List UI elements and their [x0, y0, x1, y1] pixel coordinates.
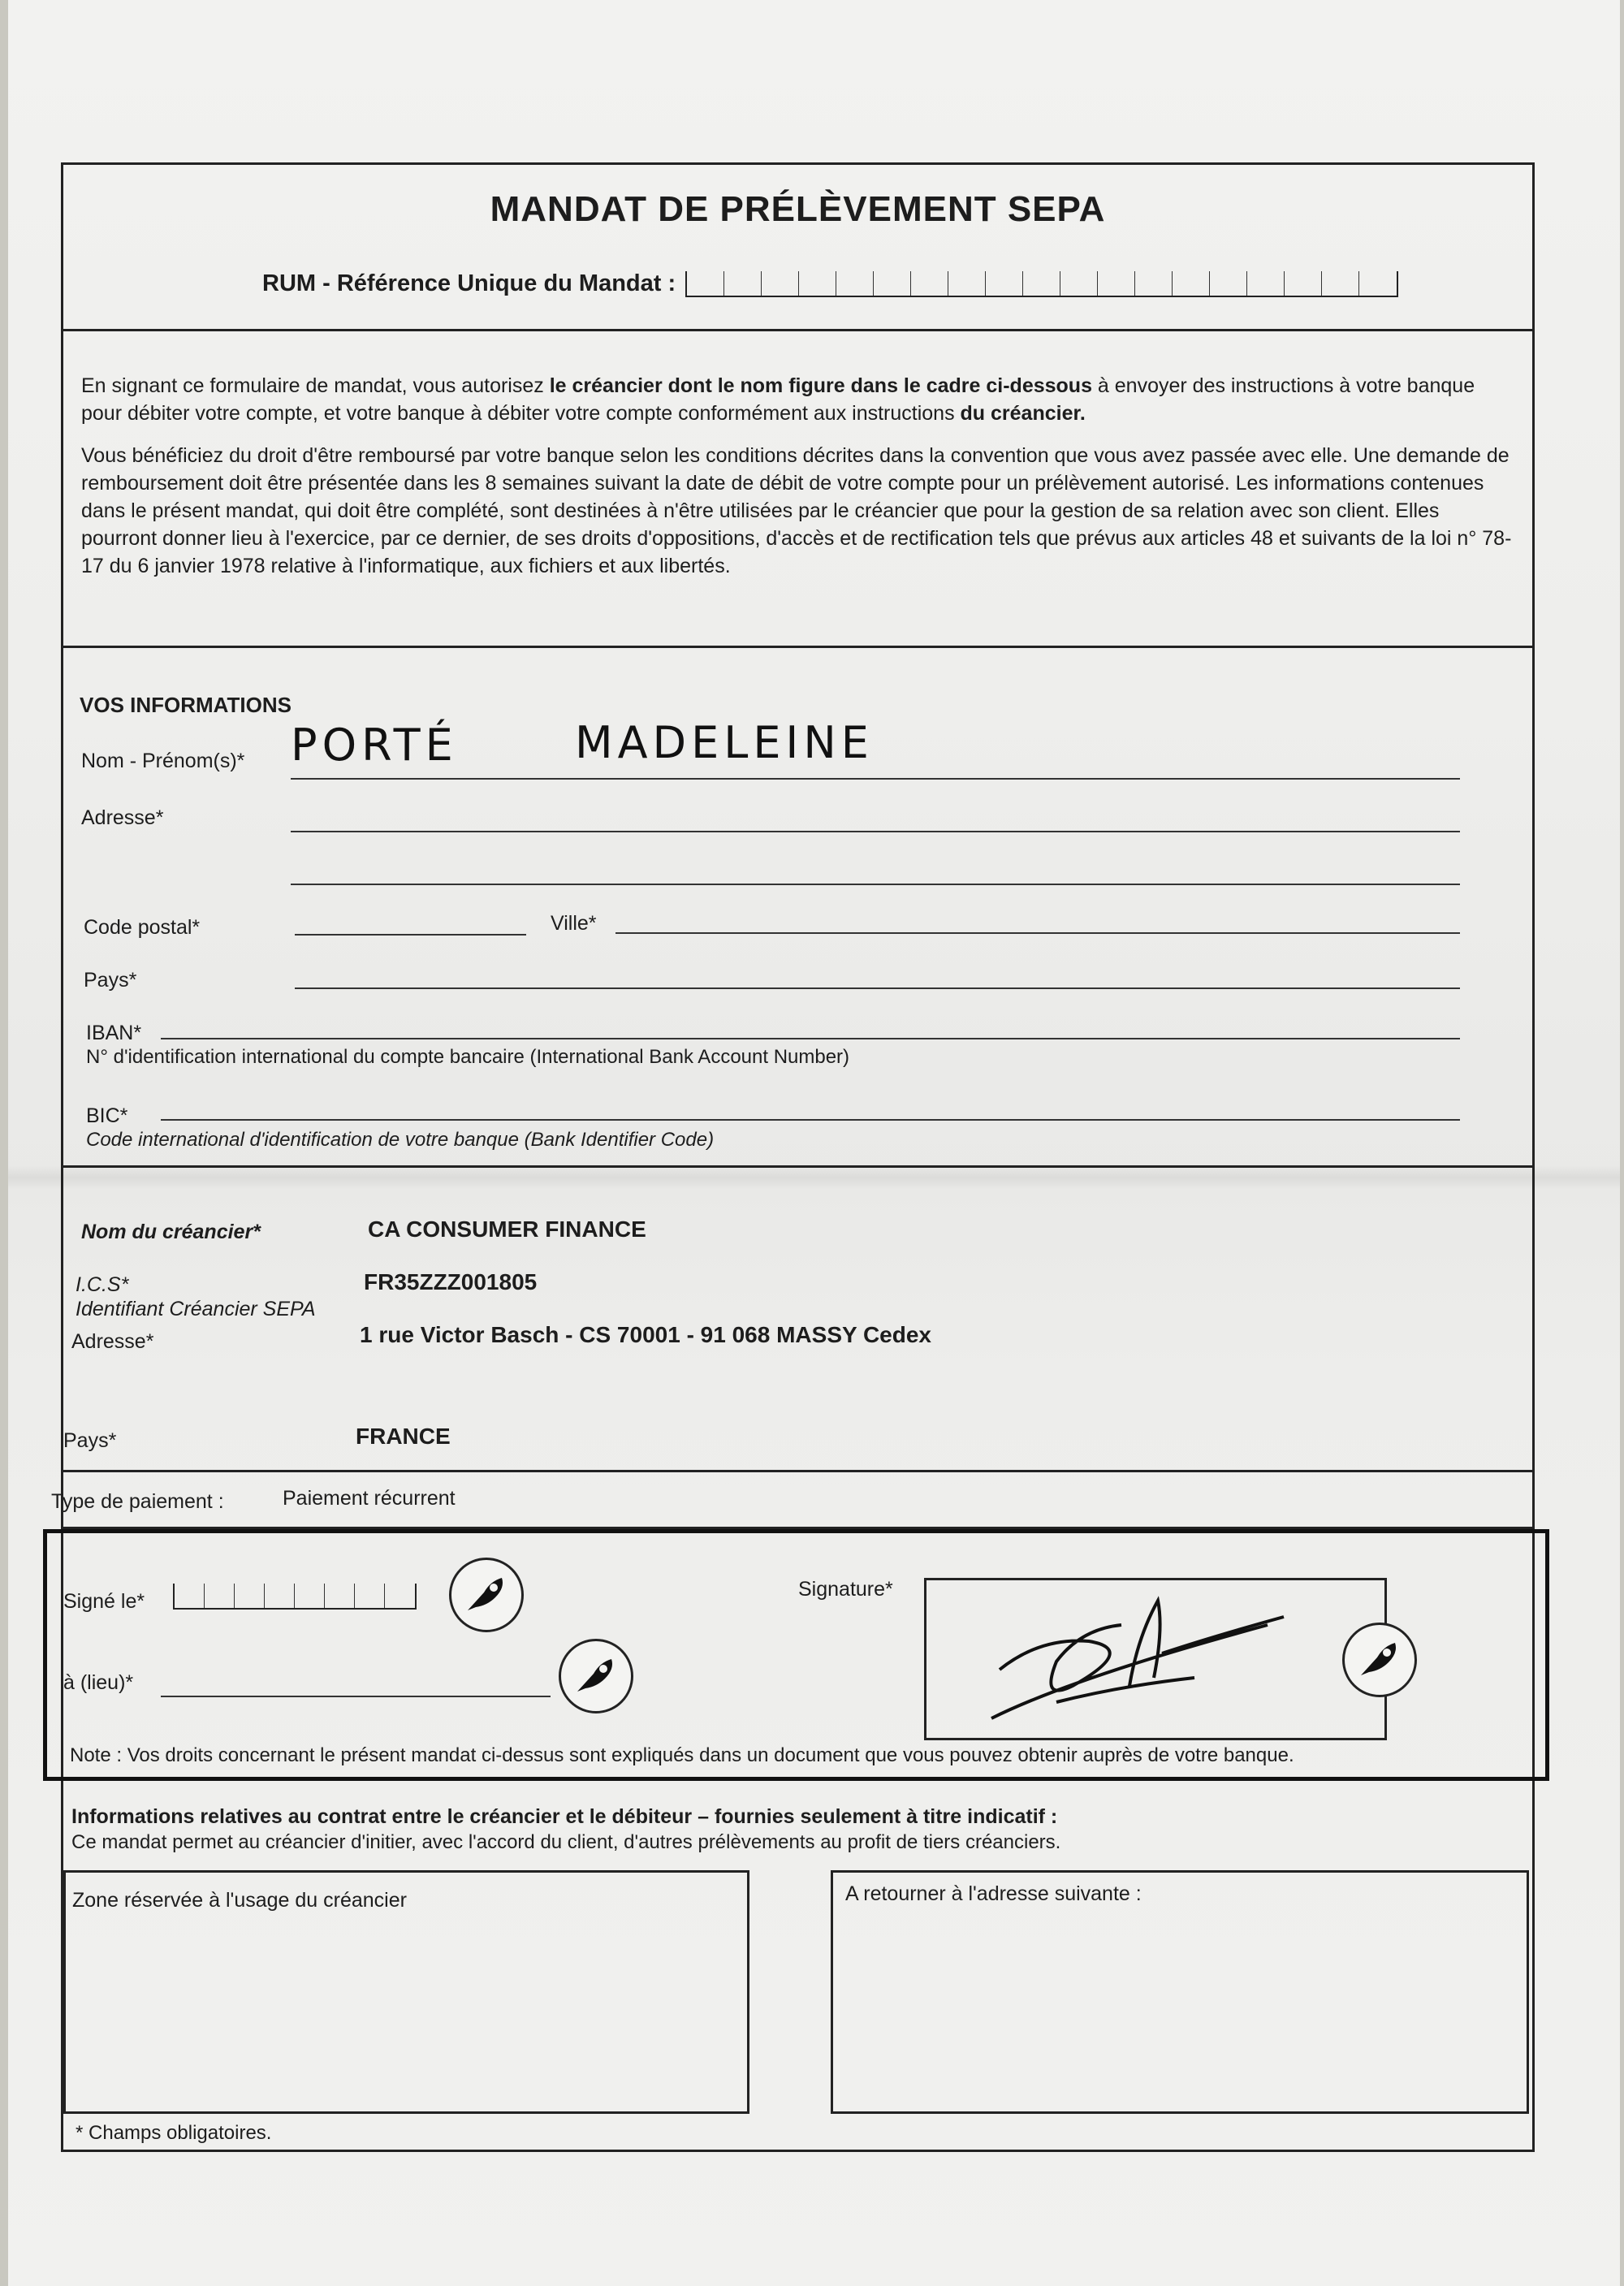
signed-date-input[interactable]: [173, 1584, 417, 1610]
iban-description: N° d'identification international du compte bancaire (International Bank Account Number): [86, 1046, 850, 1068]
mandatory-fields-note: * Champs obligatoires.: [76, 2122, 272, 2144]
mandate-frame: [51, 162, 1535, 2152]
creditor-country-value: FRANCE: [356, 1424, 451, 1449]
country-label: Pays*: [84, 969, 137, 992]
signature-label: Signature*: [798, 1578, 893, 1601]
postal-code-label: Code postal*: [84, 916, 201, 939]
sepa-mandate-sheet: [8, 0, 1620, 2286]
ics-value: FR35ZZZ001805: [364, 1269, 538, 1294]
creditor-address-value: 1 rue Victor Basch - CS 70001 - 91 068 MASSY Cedex: [360, 1322, 931, 1347]
creditor-reserved-zone: [63, 1870, 749, 2114]
payment-type-label: Type de paiement :: [51, 1490, 224, 1513]
rum-label: RUM - Référence Unique du Mandat :: [262, 270, 676, 296]
country-field[interactable]: [295, 987, 1460, 989]
signed-date-label: Signé le*: [63, 1590, 145, 1613]
header-section: [63, 165, 1532, 331]
signature-section: [43, 1529, 1549, 1781]
contract-text: Ce mandat permet au créancier d'initier, avec l'accord du client, d'autres prélèvements au profit de tiers créanciers.: [71, 1831, 1061, 1853]
name-first-handwritten: MADELEINE: [575, 717, 874, 768]
name-field[interactable]: [291, 778, 1460, 780]
place-label: à (lieu)*: [63, 1671, 134, 1694]
contract-heading: Informations relatives au contrat entre le créancier et le débiteur – fournies seulement à titre indicatif :: [71, 1805, 1058, 1828]
return-address-label: A retourner à l'adresse suivante :: [845, 1882, 1142, 1905]
return-address-zone: [831, 1870, 1529, 2114]
ics-description: Identifiant Créancier SEPA: [76, 1298, 316, 1320]
postal-code-field[interactable]: [295, 934, 526, 936]
place-field[interactable]: [161, 1696, 551, 1697]
handwritten-signature: [926, 1580, 1389, 1743]
creditor-country-label: Pays*: [63, 1429, 117, 1452]
payment-type-value: Paiement récurrent: [283, 1487, 456, 1510]
page-title: MANDAT DE PRÉLÈVEMENT SEPA: [490, 189, 1106, 229]
address-label: Adresse*: [81, 806, 164, 829]
name-label: Nom - Prénom(s)*: [81, 750, 245, 772]
city-field[interactable]: [615, 932, 1460, 934]
bic-field[interactable]: [161, 1119, 1460, 1121]
rum-row: [262, 270, 1398, 297]
legal-section: [63, 331, 1532, 648]
address-field-line-1[interactable]: [291, 831, 1460, 832]
creditor-reserved-label: Zone réservée à l'usage du créancier: [72, 1889, 407, 1912]
address-field-line-2[interactable]: [291, 884, 1460, 885]
city-label: Ville*: [551, 912, 597, 935]
iban-label: IBAN*: [86, 1022, 142, 1044]
payment-type-section: [51, 1472, 1532, 1529]
creditor-name-value: CA CONSUMER FINANCE: [368, 1216, 646, 1242]
contract-section: [63, 1781, 1532, 2154]
creditor-name-label: Nom du créancier*: [81, 1221, 261, 1243]
creditor-section: [63, 1168, 1532, 1472]
pen-icon: [1342, 1623, 1417, 1697]
bic-label: BIC*: [86, 1104, 128, 1127]
signature-box[interactable]: [924, 1578, 1387, 1740]
name-last-handwritten: PORTÉ: [291, 720, 458, 771]
iban-field[interactable]: [161, 1038, 1460, 1039]
debtor-heading: VOS INFORMATIONS: [80, 693, 292, 717]
creditor-address-label: Adresse*: [71, 1330, 154, 1353]
pen-icon: [559, 1639, 633, 1713]
signature-note: Note : Vos droits concernant le présent mandat ci-dessus sont expliqués dans un document que vous pouvez obtenir auprès de votre banque.: [70, 1744, 1294, 1766]
bic-description: Code international d'identification de votre banque (Bank Identifier Code): [86, 1129, 715, 1151]
legal-paragraph-1: En signant ce formulaire de mandat, vous autorisez le créancier dont le nom figure dans le cadre ci-dessous à envoyer des instructions à votre banque pour débiter votre compte, et votre banque à débiter votre compte conformément aux instructions du créancier.: [81, 374, 1475, 425]
debtor-section: [63, 648, 1532, 1168]
rum-input[interactable]: [685, 271, 1398, 297]
ics-label: I.C.S*: [76, 1273, 129, 1296]
legal-paragraph-2: Vous bénéficiez du droit d'être remboursé par votre banque selon les conditions décrites dans la convention que vous avez passée avec elle. Une demande de remboursement doit être présentée dans les 8 semaines suivant la date de débit de votre compte pour un prélèvement autorisé. Les informations contenues dans le présent mandat, qui doit être complété, sont destinées à n'être utilisées par le créancier que pour la gestion de sa relation avec son client. Elles pourront donner lieu à l'exercice, par ce dernier, de ses droits d'oppositions, d'accès et de rectification tels que prévus aux articles 48 et suivants de la loi n° 78-17 du 6 janvier 1978 relative à l'informatique, aux fichiers et aux libertés.: [81, 444, 1512, 577]
pen-icon: [449, 1558, 524, 1632]
